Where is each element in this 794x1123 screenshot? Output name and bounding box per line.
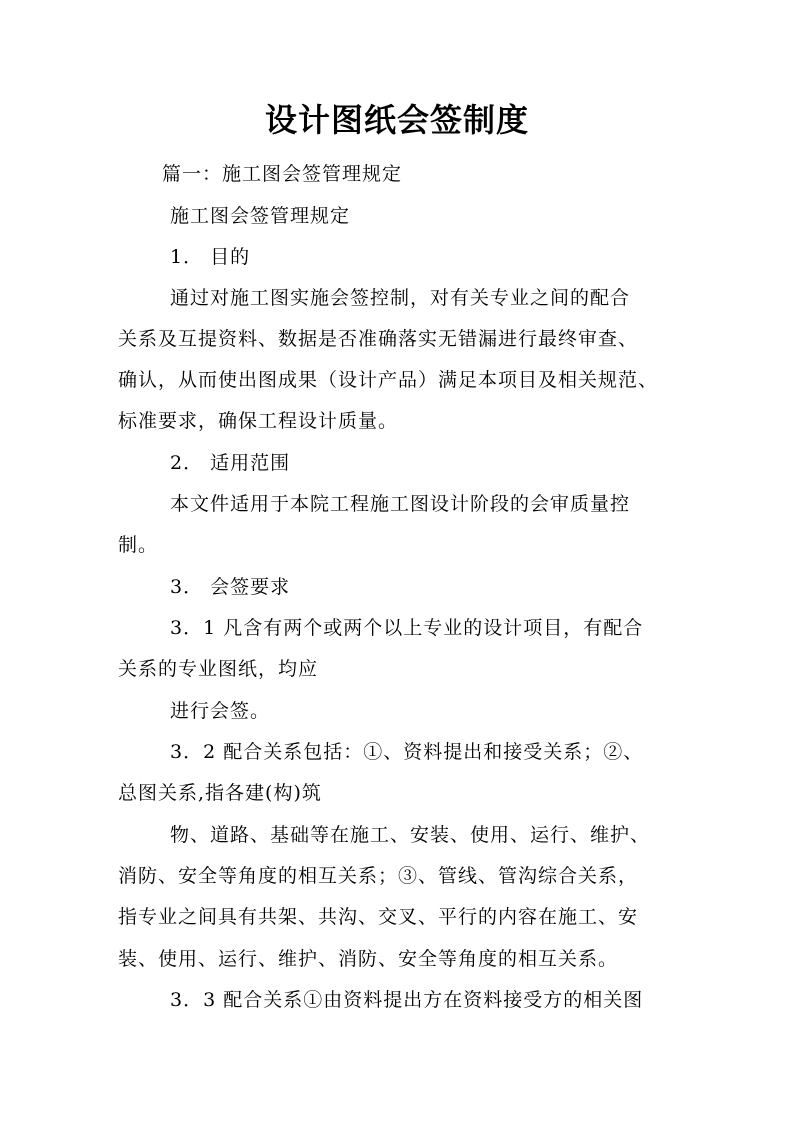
paragraph-line: 确认，从而使出图成果（设计产品）满足本项目及相关规范、 <box>118 369 659 391</box>
paragraph-line: 制。 <box>118 534 159 556</box>
paragraph-line: 总图关系,指各建(构)筑 <box>118 782 322 804</box>
paragraph-line: 3．2 配合关系包括：①、资料提出和接受关系；②、 <box>170 741 644 763</box>
paragraph-line: 指专业之间具有共架、共沟、交叉、平行的内容在施工、安 <box>118 906 639 928</box>
paragraph-line: 3．1 凡含有两个或两个以上专业的设计项目，有配合 <box>170 617 644 639</box>
clause-heading: 2． 适用范围 <box>170 452 291 474</box>
paragraph-line: 进行会签。 <box>170 700 271 722</box>
paragraph-line: 消防、安全等角度的相互关系；③、管线、管沟综合关系， <box>118 865 639 887</box>
paragraph-line: 标准要求，确保工程设计质量。 <box>118 410 399 432</box>
paragraph-line: 通过对施工图实施会签控制，对有关专业之间的配合 <box>170 287 631 309</box>
section-heading: 篇一：施工图会签管理规定 <box>162 163 403 185</box>
subheading: 施工图会签管理规定 <box>170 205 351 227</box>
paragraph-line: 本文件适用于本院工程施工图设计阶段的会审质量控 <box>170 493 631 515</box>
clause-heading: 3． 会签要求 <box>170 576 291 598</box>
paragraph-line: 物、道路、基础等在施工、安装、使用、运行、维护、 <box>170 824 651 846</box>
paragraph-line: 装、使用、运行、维护、消防、安全等角度的相互关系。 <box>118 948 619 970</box>
clause-heading: 1． 目的 <box>170 246 251 268</box>
paragraph-line: 3．3 配合关系①由资料提出方在资料接受方的相关图 <box>170 989 644 1011</box>
paragraph-line: 关系的专业图纸，均应 <box>118 658 319 680</box>
document-title: 设计图纸会签制度 <box>264 101 529 139</box>
paragraph-line: 关系及互提资料、数据是否准确落实无错漏进行最终审查、 <box>118 328 639 350</box>
